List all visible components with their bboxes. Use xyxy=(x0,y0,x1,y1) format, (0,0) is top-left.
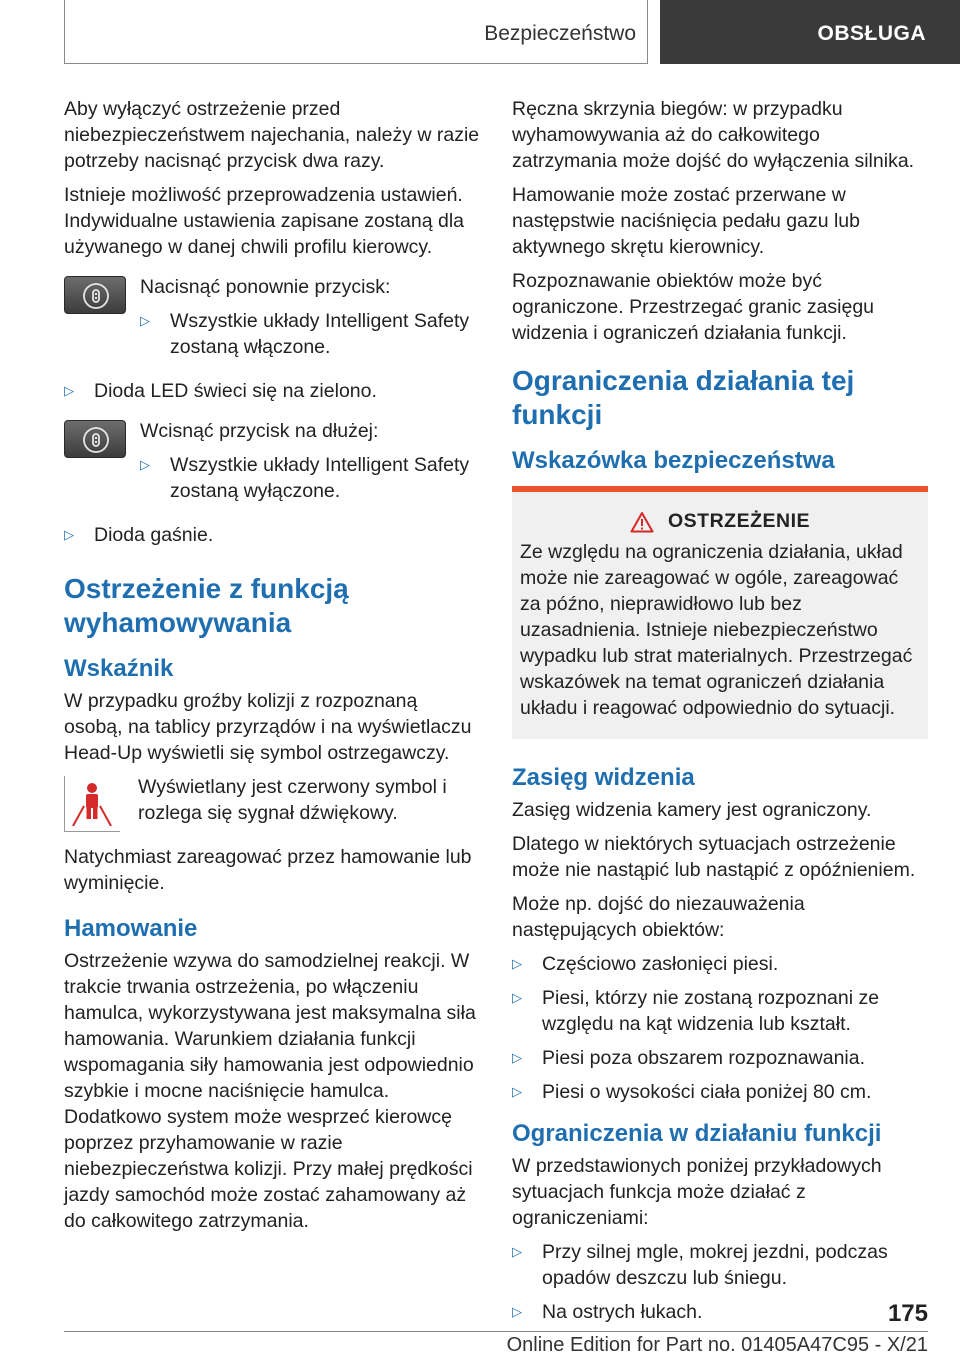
paragraph: Zasięg widzenia kamery jest ograniczony. xyxy=(512,799,872,821)
paragraph: Hamowanie może zostać przerwane w następstwie naciśnięcia pedału gazu lub aktywnego skrętu kierownicy. xyxy=(512,184,860,258)
list-item: ▷ Przy silnej mgle, mokrej jezdni, podczas opadów deszczu lub śniegu. xyxy=(512,1241,888,1289)
bullet-arrow-icon: ▷ xyxy=(512,990,522,1005)
list-item: ▷ Wszystkie układy Intelligent Safety zostaną wyłączone. xyxy=(140,454,470,502)
list-item: ▷ Dioda gaśnie. xyxy=(64,524,214,546)
list-item: ▷ Piesi, którzy nie zostaną rozpoznani ze względu na kąt widzenia lub kształt. xyxy=(512,987,880,1035)
page-number: 175 xyxy=(887,1300,928,1327)
intelligent-safety-button-icon xyxy=(64,420,126,458)
footer-edition: Online Edition for Part no. 01405A47C95 - X/21 xyxy=(506,1334,928,1356)
subsection-heading: Hamowanie xyxy=(64,915,198,942)
paragraph: Aby wyłączyć ostrzeżenie przed niebezpieczeństwem najechania, należy w razie potrzeby nacisnąć przycisk dwa razy. xyxy=(64,98,480,172)
warning-text: Ze względu na ograniczenia działania, układ może nie zareagować w ogóle, zareagować za późno, nieprawidłowo lub bez uzasadnienia. Istnieje niebezpieczeństwo wypadku lub strat materialnych. Przestrzegać wskazówek na temat ograniczeń działania układu i reagować odpowiednio do sytuacji. xyxy=(520,541,913,719)
paragraph: Natychmiast zareagować przez hamowanie lub wyminięcie. xyxy=(64,846,472,894)
subsection-heading: Zasięg widzenia xyxy=(512,764,695,791)
bullet-arrow-icon: ▷ xyxy=(64,527,74,542)
list-item: ▷ Częściowo zasłonięci piesi. xyxy=(512,953,779,975)
paragraph: Dlatego w niektórych sytuacjach ostrzeżenie może nie nastąpić lub nastąpić z opóźnieniem. xyxy=(512,833,916,881)
warning-title: OSTRZEŻENIE xyxy=(667,510,810,532)
right-column xyxy=(512,96,928,1333)
paragraph: W przedstawionych poniżej przykładowych sytuacjach funkcja może działać z ograniczeniami: xyxy=(512,1155,882,1229)
footer-divider xyxy=(64,1331,928,1332)
header-chapter-title: OBSŁUGA xyxy=(817,22,926,45)
bullet-arrow-icon: ▷ xyxy=(512,1304,522,1319)
paragraph: Ręczna skrzynia biegów: w przypadku wyhamowywania aż do całkowitego zatrzymania może dojść do wyłączenia silnika. xyxy=(512,98,915,172)
paragraph: Istnieje możliwość przeprowadzenia ustawień. Indywidualne ustawienia zapisane zostaną dla używanego w danej chwili profilu kierowcy. xyxy=(64,184,465,258)
paragraph: Może np. dojść do niezauważenia następujących obiektów: xyxy=(512,893,805,941)
bullet-arrow-icon: ▷ xyxy=(512,1050,522,1065)
list-item: ▷ Dioda LED świeci się na zielono. xyxy=(64,380,377,402)
instruction-text: Nacisnąć ponownie przycisk: xyxy=(140,276,391,298)
warning-triangle-icon xyxy=(630,511,654,533)
subsection-heading: Wskaźnik xyxy=(64,655,174,682)
section-heading: Ograniczenia działania tej funkcji xyxy=(512,365,855,430)
bullet-arrow-icon: ▷ xyxy=(140,313,150,328)
subsection-heading: Ograniczenia w działaniu funkcji xyxy=(512,1120,882,1147)
section-heading: Ostrzeżenie z funkcją wyhamowywania xyxy=(64,573,349,638)
paragraph: W przypadku groźby kolizji z rozpoznaną osobą, na tablicy przyrządów i na wyświetlaczu Head-Up wyświetli się symbol ostrzegawczy. xyxy=(64,690,472,764)
pedestrian-warning-icon xyxy=(64,776,120,832)
button-instruction-off xyxy=(64,418,480,512)
paragraph: Rozpoznawanie obiektów może być ograniczone. Przestrzegać granic zasięgu widzenia i ograniczeń działania funkcji. xyxy=(512,270,875,344)
list-item: ▷ Na ostrych łukach. xyxy=(512,1301,703,1323)
intelligent-safety-button-icon xyxy=(64,276,126,314)
bullet-arrow-icon: ▷ xyxy=(512,956,522,971)
instruction-text: Wcisnąć przycisk na dłużej: xyxy=(140,420,379,442)
left-column xyxy=(64,96,480,1242)
bullet-arrow-icon: ▷ xyxy=(512,1244,522,1259)
list-item: ▷ Piesi poza obszarem rozpoznawania. xyxy=(512,1047,866,1069)
list-item: ▷ Wszystkie układy Intelligent Safety zostaną włączone. xyxy=(140,310,470,358)
bullet-arrow-icon: ▷ xyxy=(512,1084,522,1099)
bullet-arrow-icon: ▷ xyxy=(64,383,74,398)
pedestrian-warning-row xyxy=(64,774,480,834)
button-instruction-on xyxy=(64,274,480,368)
paragraph: Ostrzeżenie wzywa do samodzielnej reakcji. W trakcie trwania ostrzeżenia, po włączeniu hamulca, wykorzystywana jest maksymalna siła hamowania. Warunkiem działania funkcji wspomagania siły hamowania jest odpowiednio szybkie i mocne naciśnięcie hamulca. Dodatkowo system może wesprzeć kierowcę poprzez przyhamowanie w razie niebezpieczeństwa kolizji. Przy małej prędkości jazdy samochód może zostać zahamowany aż do całkowitego zatrzymania. xyxy=(64,950,476,1232)
list-item: ▷ Piesi o wysokości ciała poniżej 80 cm. xyxy=(512,1081,872,1103)
paragraph: Wyświetlany jest czerwony symbol i rozlega się sygnał dźwiękowy. xyxy=(138,776,447,824)
warning-box xyxy=(512,492,928,739)
bullet-arrow-icon: ▷ xyxy=(140,457,150,472)
subsection-heading: Wskazówka bezpieczeństwa xyxy=(512,447,835,474)
header-section-title: Bezpieczeństwo xyxy=(484,22,636,45)
